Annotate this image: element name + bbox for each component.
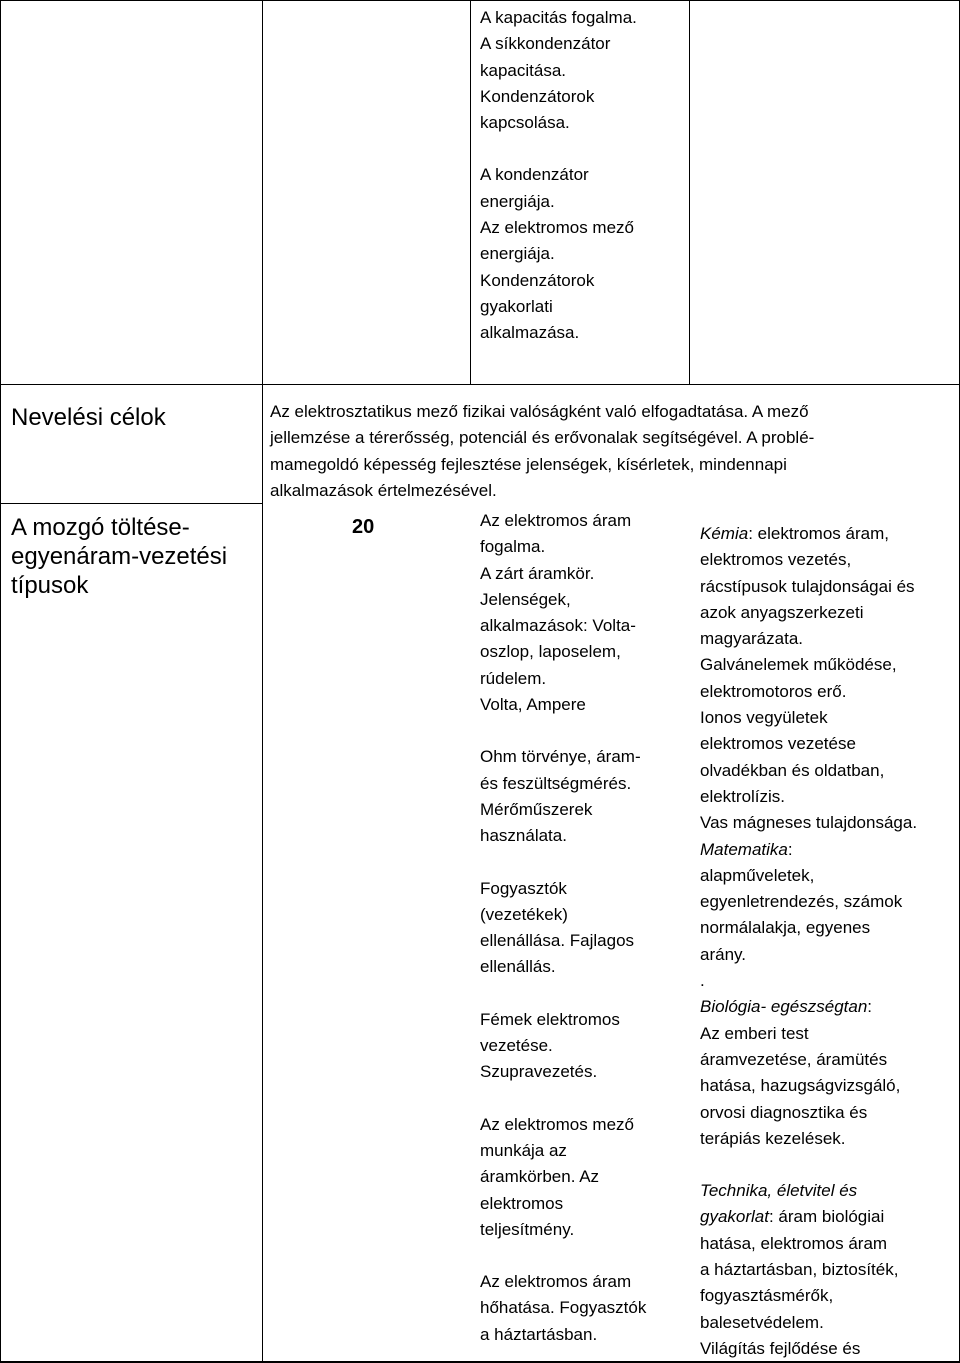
goals-line: jellemzése a térerősség, potenciál és erővonalak segítségével. A problé- xyxy=(270,428,815,448)
topic-line: Ohm törvénye, áram- xyxy=(480,747,641,767)
connection-line: Ionos vegyületek xyxy=(700,708,828,728)
kemia-label: Kémia xyxy=(700,524,749,543)
connection-line: elektromos vezetése xyxy=(700,734,856,754)
goals-label: Nevelési célok xyxy=(11,404,166,431)
connection-spacer xyxy=(700,1152,917,1178)
connection-line: orvosi diagnosztika és xyxy=(700,1102,868,1122)
matematika-colon: : xyxy=(787,839,793,859)
topic-line: Mérőműszerek xyxy=(480,799,593,819)
connection-line: áramvezetése, áramütés xyxy=(700,1049,888,1069)
topic-line: energiája. xyxy=(480,244,555,264)
connection-line: magyarázata. xyxy=(700,629,803,649)
topic-line: Az elektromos áram xyxy=(480,511,632,530)
connection-line: a háztartásban, biztosíték, xyxy=(700,1260,899,1280)
topic-line: használata. xyxy=(480,826,567,846)
topic-line: Kondenzátorok xyxy=(480,86,595,106)
connection-line: olvadékban és oldatban, xyxy=(700,760,885,780)
topic-line: fogalma. xyxy=(480,537,546,557)
topic-line: A kondenzátor xyxy=(480,165,589,185)
technika-label: gyakorlat xyxy=(700,1207,769,1227)
goals-line: alkalmazások értelmezésével. xyxy=(270,480,497,500)
topic-line: Az elektromos mező xyxy=(480,218,634,238)
goals-line: mamegoldó képesség fejlesztése jelenségek, kísérletek, mindennapi xyxy=(270,454,787,474)
topic-line: vezetése. xyxy=(480,1036,553,1056)
connection-line: fogyasztásmérők, xyxy=(700,1286,834,1306)
table-border-top xyxy=(0,0,960,1)
topic-line: rúdelem. xyxy=(480,668,547,688)
topic-line: kapacitása. xyxy=(480,60,566,80)
connection-line: normálalakja, egyenes xyxy=(700,918,871,938)
goals-text xyxy=(270,399,814,504)
connection-line: Az emberi test xyxy=(700,1023,809,1043)
topic-line: a háztartásban. xyxy=(480,1324,598,1344)
topic-line: A kapacitás fogalma. xyxy=(480,8,637,27)
connection-line: elektromotoros erő. xyxy=(700,681,847,701)
connection-line: arány. xyxy=(700,944,746,964)
topic-line: Volta, Ampere xyxy=(480,695,586,715)
topic-spacer xyxy=(480,850,646,876)
topic-line: kapcsolása. xyxy=(480,113,570,133)
row-divider-top xyxy=(0,384,960,385)
col-divider-hours xyxy=(470,0,471,385)
topic-line: ellenállása. Fajlagos xyxy=(480,931,635,951)
topic-line: Az elektromos mező xyxy=(480,1114,634,1134)
kemia-first-line: : elektromos áram, xyxy=(748,524,889,543)
col-divider-topics xyxy=(689,0,690,385)
topic-line: Szupravezetés. xyxy=(480,1062,598,1082)
section-topics-cell xyxy=(480,508,646,1348)
biologia-colon: : xyxy=(867,997,873,1017)
section-hours: 20 xyxy=(352,516,375,538)
connection-line: Vas mágneses tulajdonsága. xyxy=(700,813,918,833)
section-title-line: A mozgó töltése- xyxy=(11,514,190,541)
topic-line: oszlop, laposelem, xyxy=(480,642,621,662)
topic-line: hőhatása. Fogyasztók xyxy=(480,1298,647,1318)
connection-line xyxy=(700,837,917,863)
topic-line: A zárt áramkör. xyxy=(480,563,595,583)
table-border-left xyxy=(0,0,1,1363)
topic-line: gyakorlati xyxy=(480,296,553,316)
topic-line: és feszültségmérés. xyxy=(480,773,632,793)
topic-spacer xyxy=(480,1243,646,1269)
topic-line: Az elektromos áram xyxy=(480,1272,632,1292)
connection-line xyxy=(700,1204,917,1230)
section-title-line: egyenáram-vezetési xyxy=(11,543,228,570)
matematika-label: Matematika xyxy=(700,839,788,859)
connection-line: elektrolízis. xyxy=(700,786,786,806)
topic-line: munkája az xyxy=(480,1140,567,1160)
technika-first-line: : áram biológiai xyxy=(768,1207,885,1227)
topic-line: Kondenzátorok xyxy=(480,270,595,290)
connection-line: terápiás kezelések. xyxy=(700,1128,846,1148)
connection-line: hatása, elektromos áram xyxy=(700,1233,888,1253)
connection-line: alapműveletek, xyxy=(700,865,815,885)
connection-line: rácstípusok tulajdonságai és xyxy=(700,576,915,596)
connection-line: Galvánelemek működése, xyxy=(700,655,897,675)
connection-line: elektromos vezetés, xyxy=(700,550,852,570)
connection-line: Világítás fejlődése és xyxy=(700,1338,861,1358)
connection-line: azok anyagszerkezeti xyxy=(700,602,864,622)
connections-cell xyxy=(700,521,917,1362)
topic-line: alkalmazása. xyxy=(480,323,580,343)
topic-line: ellenállás. xyxy=(480,957,556,977)
connection-line xyxy=(700,994,917,1020)
connection-line: hatása, hazugságvizsgáló, xyxy=(700,1076,901,1096)
topic-line: (vezetékek) xyxy=(480,904,568,924)
top-topics-cell xyxy=(480,5,637,347)
topic-spacer xyxy=(480,136,637,162)
topic-spacer xyxy=(480,981,646,1007)
connection-line: balesetvédelem. xyxy=(700,1312,824,1332)
connection-line: . xyxy=(700,971,705,991)
connection-line: Technika, életvitel és xyxy=(700,1181,858,1201)
topic-line: elektromos xyxy=(480,1193,564,1213)
col-divider-label xyxy=(262,0,263,1363)
row-divider-goals xyxy=(0,503,263,504)
goals-line: Az elektrosztatikus mező fizikai valóságként való elfogadtatása. A mező xyxy=(270,402,809,421)
topic-line: alkalmazások: Volta- xyxy=(480,616,636,636)
connection-line xyxy=(700,521,917,547)
connection-line: egyenletrendezés, számok xyxy=(700,892,903,912)
section-title-line: típusok xyxy=(11,572,89,599)
biologia-label: Biológia- egészségtan xyxy=(700,997,868,1017)
topic-line: Jelenségek, xyxy=(480,589,571,609)
topic-spacer xyxy=(480,718,646,744)
topic-line: teljesítmény. xyxy=(480,1219,575,1239)
topic-line: Fogyasztók xyxy=(480,878,567,898)
topic-line: Fémek elektromos xyxy=(480,1009,620,1029)
topic-line: A síkkondenzátor xyxy=(480,34,611,54)
topic-spacer xyxy=(480,1086,646,1112)
topic-line: áramkörben. Az xyxy=(480,1167,600,1187)
topic-line: energiája. xyxy=(480,191,555,211)
section-title xyxy=(11,513,227,600)
